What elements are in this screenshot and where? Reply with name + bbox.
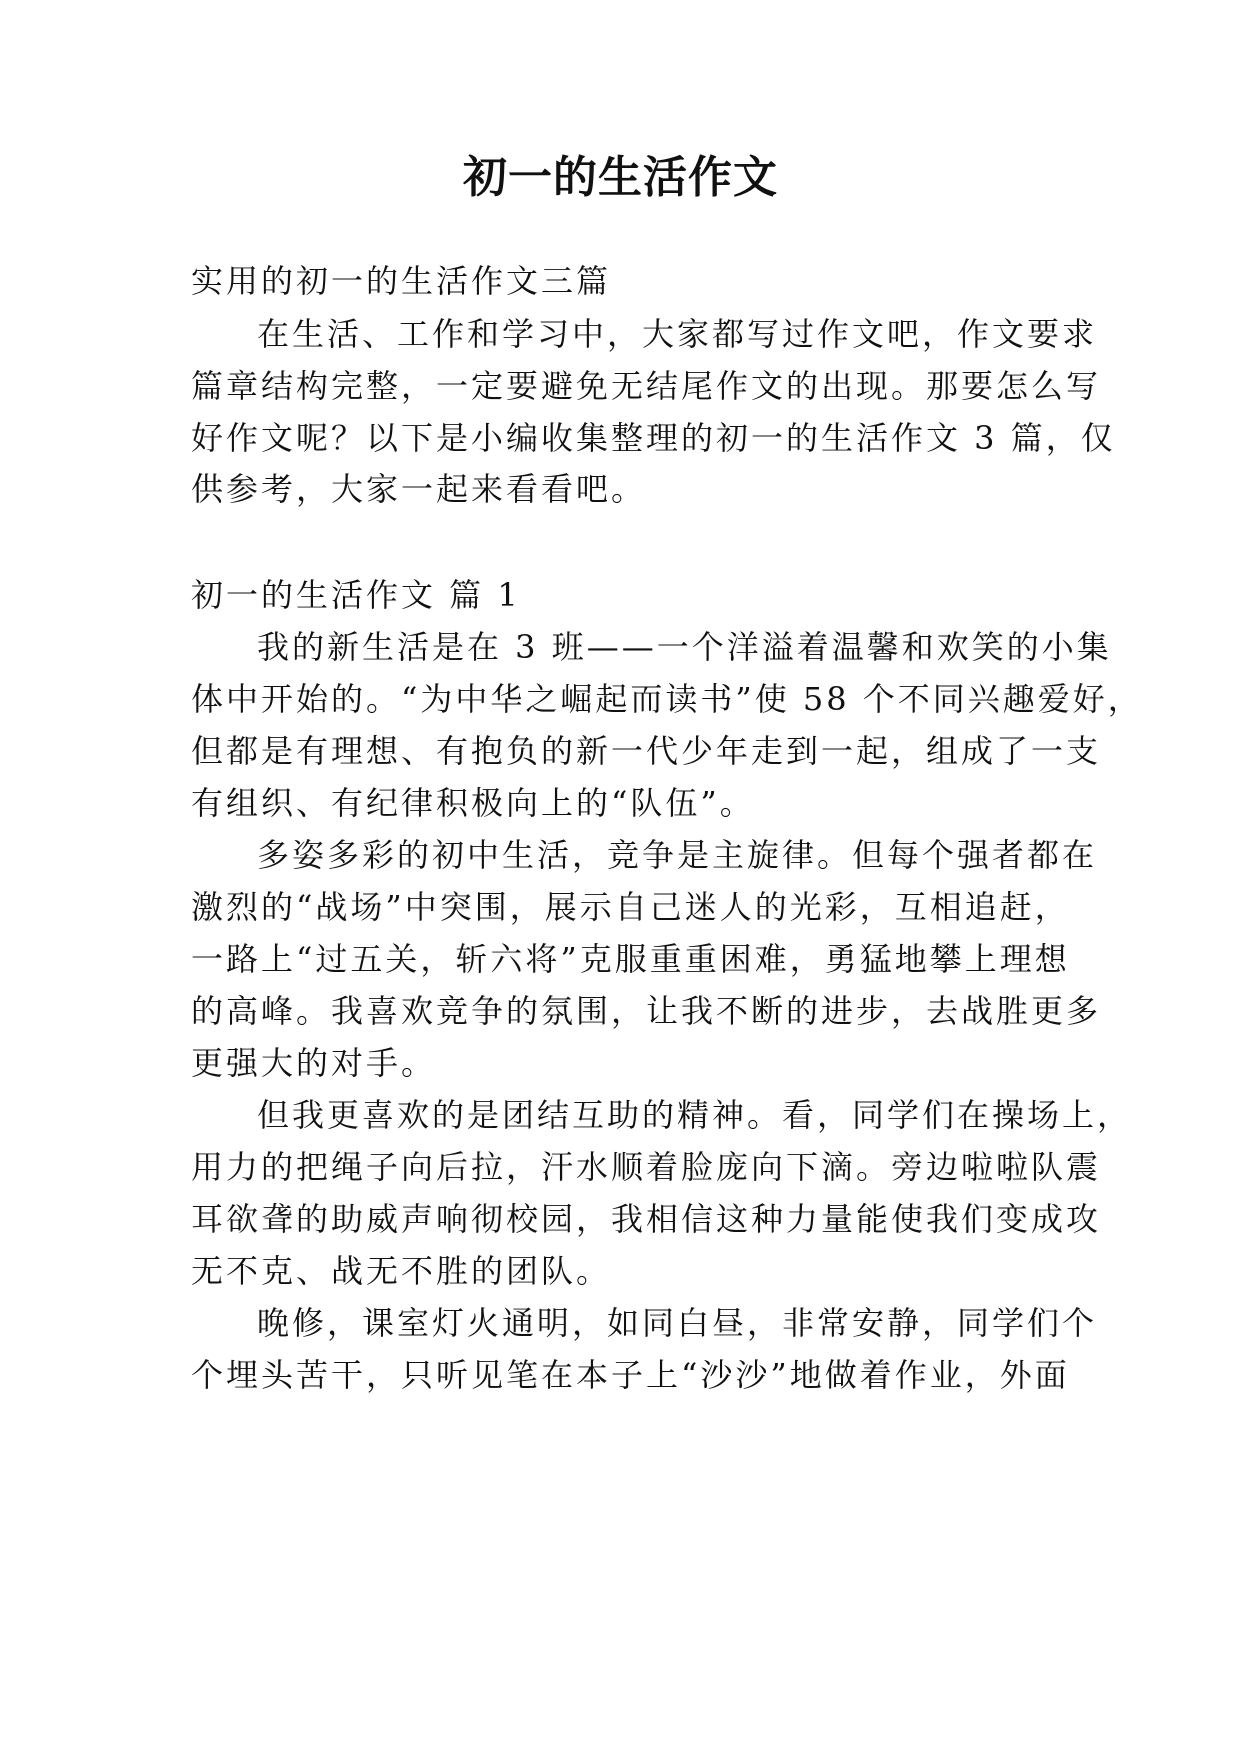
body-line: 有组织、有纪律积极向上的“队伍”。: [191, 784, 755, 822]
body-line: 但都是有理想、有抱负的新一代少年走到一起，组成了一支: [191, 732, 1102, 770]
body-line: 的高峰。我喜欢竞争的氛围，让我不断的进步，去战胜更多: [191, 992, 1102, 1030]
intro-line: 好作文呢？以下是小编收集整理的初一的生活作文 3 篇，仅: [191, 419, 1116, 457]
intro-line: 篇章结构完整，一定要避免无结尾作文的出现。那要怎么写: [191, 367, 1102, 405]
section-heading: 初一的生活作文 篇 1: [191, 576, 521, 614]
body-line: 激烈的“战场”中突围，展示自己迷人的光彩，互相追赶，: [191, 888, 1070, 926]
body-line: 耳欲聋的助威声响彻校园，我相信这种力量能使我们变成攻: [191, 1200, 1102, 1238]
intro-line: 供参考，大家一起来看看吧。: [191, 470, 647, 508]
body-line: 无不克、战无不胜的团队。: [191, 1252, 612, 1290]
body-line: 晚修，课室灯火通明，如同白昼，非常安静，同学们个: [257, 1304, 1098, 1342]
body-line: 我的新生活是在 3 班——一个洋溢着温馨和欢笑的小集: [257, 628, 1112, 666]
body-line: 更强大的对手。: [191, 1044, 437, 1082]
body-line: 体中开始的。“为中华之崛起而读书”使 58 个不同兴趣爱好，: [191, 680, 1143, 718]
body-line: 但我更喜欢的是团结互助的精神。看，同学们在操场上，: [257, 1096, 1133, 1134]
document-subtitle: 实用的初一的生活作文三篇: [191, 262, 612, 300]
intro-line: 在生活、工作和学习中，大家都写过作文吧，作文要求: [257, 315, 1098, 353]
body-line: 一路上“过五关，斩六将”克服重重困难，勇猛地攀上理想: [191, 940, 1070, 978]
body-line: 个埋头苦干，只听见笔在本子上“沙沙”地做着作业，外面: [191, 1356, 1070, 1394]
document-title: 初一的生活作文: [463, 152, 778, 203]
body-line: 多姿多彩的初中生活，竞争是主旋律。但每个强者都在: [257, 836, 1098, 874]
body-line: 用力的把绳子向后拉，汗水顺着脸庞向下滴。旁边啦啦队震: [191, 1148, 1102, 1186]
